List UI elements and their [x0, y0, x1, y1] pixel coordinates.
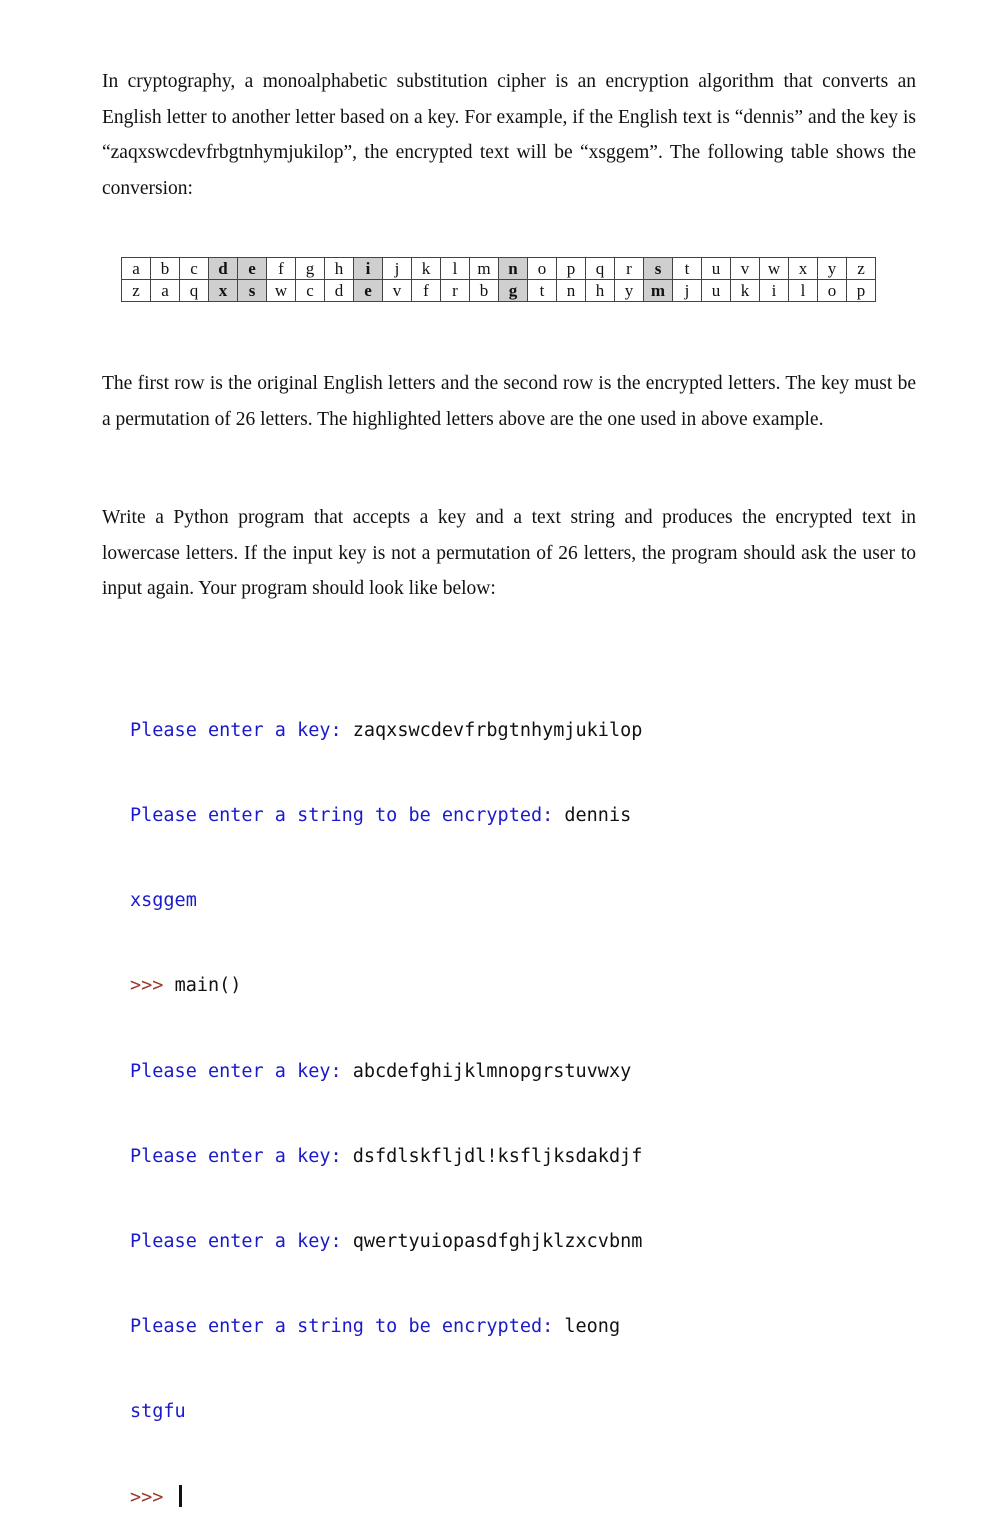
- cipher-letter-cell: d: [325, 280, 354, 302]
- plain-letter-cell: o: [528, 258, 557, 280]
- shell-prompt: Please enter a string to be encrypted:: [130, 1316, 565, 1338]
- plain-letter-cell: p: [557, 258, 586, 280]
- cipher-letters-row: [122, 280, 876, 302]
- shell-input: qwertyuiopasdfghjklzxcvbnm: [352, 1231, 643, 1253]
- text-cursor[interactable]: [179, 1485, 182, 1507]
- cipher-letter-cell: n: [557, 280, 586, 302]
- plain-letter-cell: w: [760, 258, 789, 280]
- plain-letter-cell: j: [383, 258, 412, 280]
- shell-output: stgfu: [130, 1401, 186, 1423]
- cipher-letter-cell: c: [296, 280, 325, 302]
- cipher-letter-cell: r: [441, 280, 470, 302]
- shell-line: [130, 717, 642, 745]
- cipher-letter-cell: p: [847, 280, 876, 302]
- cipher-letter-cell: q: [180, 280, 209, 302]
- shell-line: [130, 1228, 642, 1256]
- explanation-paragraph: The first row is the original English letters and the second row is the encrypted letters. The key must be a permutation of 26 letters. The highlighted letters above are the one used in above example.: [102, 373, 916, 430]
- cipher-letter-cell: b: [470, 280, 499, 302]
- cipher-letter-cell: z: [122, 280, 151, 302]
- task-paragraph: Write a Python program that accepts a key and a text string and produces the encrypted text in lowercase letters. If the input key is not a permutation of 26 letters, the program should ask the user to input again. Your program should look like below:: [102, 507, 916, 599]
- cipher-letter-cell: x: [209, 280, 238, 302]
- plain-letter-cell: g: [296, 258, 325, 280]
- shell-line: [130, 887, 642, 915]
- shell-output: xsggem: [130, 890, 197, 912]
- shell-line: [130, 802, 642, 830]
- shell-input: dennis: [564, 805, 632, 827]
- plain-letter-cell: n: [499, 258, 528, 280]
- cipher-letter-cell: u: [702, 280, 731, 302]
- cipher-letter-cell: e: [354, 280, 383, 302]
- cipher-letter-cell: a: [151, 280, 180, 302]
- plain-letter-cell: f: [267, 258, 296, 280]
- plain-letter-cell: c: [180, 258, 209, 280]
- plain-letter-cell: v: [731, 258, 760, 280]
- plain-letter-cell: m: [470, 258, 499, 280]
- plain-letter-cell: z: [847, 258, 876, 280]
- shell-line[interactable]: [130, 1484, 642, 1512]
- cipher-letter-cell: m: [644, 280, 673, 302]
- shell-input: abcdefghijklmnopgrstuvwxy: [352, 1060, 632, 1082]
- python-shell-output: [130, 660, 642, 1540]
- plain-letter-cell: x: [789, 258, 818, 280]
- cipher-letter-cell: l: [789, 280, 818, 302]
- plain-letter-cell: b: [151, 258, 180, 280]
- shell-prompt: Please enter a string to be encrypted:: [130, 805, 565, 827]
- cipher-letter-cell: f: [412, 280, 441, 302]
- cipher-letter-cell: t: [528, 280, 557, 302]
- cipher-table: [121, 257, 876, 302]
- plain-letter-cell: e: [238, 258, 267, 280]
- shell-input: dsfdlskfljdl!ksfljksdakdjf: [352, 1145, 643, 1167]
- plain-letter-cell: y: [818, 258, 847, 280]
- cipher-letter-cell: g: [499, 280, 528, 302]
- cipher-letter-cell: i: [760, 280, 789, 302]
- shell-input: main(): [174, 975, 242, 997]
- shell-line: [130, 1058, 642, 1086]
- shell-input: leong: [564, 1316, 621, 1338]
- plain-letter-cell: l: [441, 258, 470, 280]
- cipher-letter-cell: w: [267, 280, 296, 302]
- intro-paragraph: In cryptography, a monoalphabetic substitution cipher is an encryption algorithm that converts an English letter to another letter based on a key. For example, if the English text is “dennis” and the key is “zaqxswcdevfrbgtnhymjukilop”, the encrypted text will be “xsggem”. The following table shows the conversion:: [102, 71, 916, 199]
- shell-input: zaqxswcdevfrbgtnhymjukilop: [352, 719, 643, 741]
- shell-line: [130, 1143, 642, 1171]
- plain-letters-row: [122, 258, 876, 280]
- shell-prompt: Please enter a key:: [130, 1145, 353, 1167]
- plain-letter-cell: a: [122, 258, 151, 280]
- cipher-letter-cell: y: [615, 280, 644, 302]
- cipher-letter-cell: j: [673, 280, 702, 302]
- plain-letter-cell: i: [354, 258, 383, 280]
- cipher-letter-cell: v: [383, 280, 412, 302]
- cipher-letter-cell: o: [818, 280, 847, 302]
- cipher-letter-cell: h: [586, 280, 615, 302]
- plain-letter-cell: t: [673, 258, 702, 280]
- shell-line: [130, 1398, 642, 1426]
- shell-prompt: Please enter a key:: [130, 719, 353, 741]
- shell-line: [130, 1313, 642, 1341]
- plain-letter-cell: k: [412, 258, 441, 280]
- shell-line: [130, 972, 642, 1000]
- cipher-letter-cell: s: [238, 280, 267, 302]
- plain-letter-cell: h: [325, 258, 354, 280]
- cipher-letter-cell: k: [731, 280, 760, 302]
- plain-letter-cell: q: [586, 258, 615, 280]
- plain-letter-cell: r: [615, 258, 644, 280]
- shell-prompt: Please enter a key:: [130, 1060, 353, 1082]
- shell-prompt: Please enter a key:: [130, 1231, 353, 1253]
- plain-letter-cell: s: [644, 258, 673, 280]
- plain-letter-cell: d: [209, 258, 238, 280]
- plain-letter-cell: u: [702, 258, 731, 280]
- repl-prompt: >>>: [130, 975, 175, 997]
- repl-prompt: >>>: [130, 1486, 175, 1508]
